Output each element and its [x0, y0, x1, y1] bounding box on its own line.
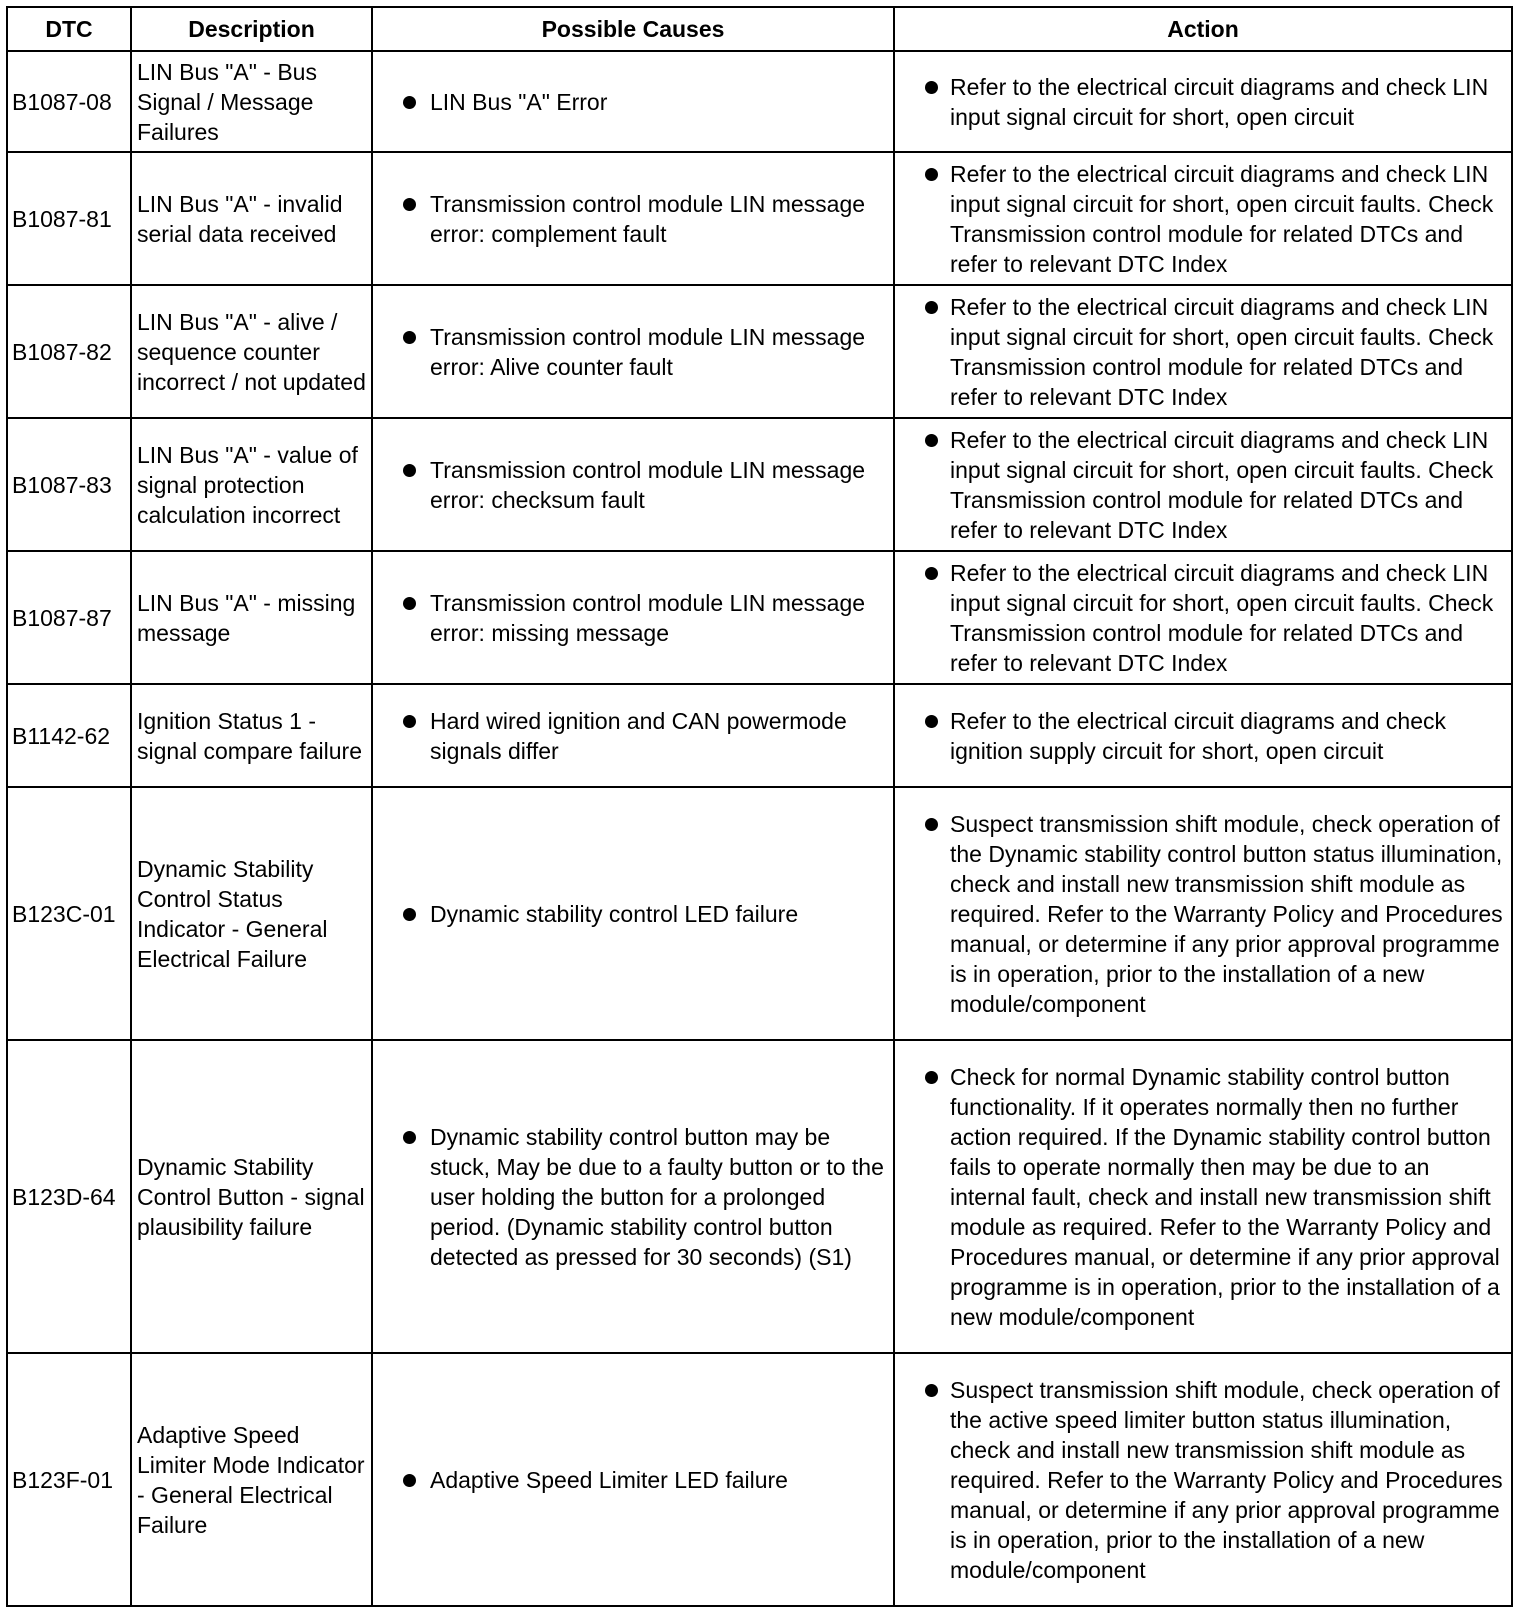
action-item — [900, 706, 1506, 766]
possible-causes — [372, 684, 894, 787]
cause-text: Hard wired ignition and CAN powermode signals differ — [430, 707, 847, 764]
action-text: Refer to the electrical circuit diagrams and check LIN input signal circuit for short, open circuit faults. Check Transmission control module for related DTCs and refer to relevant DTC Index — [950, 559, 1494, 676]
dtc-code: B123F-01 — [7, 1353, 131, 1606]
possible-causes — [372, 1353, 894, 1606]
bullet-icon — [925, 168, 938, 181]
action-text: Check for normal Dynamic stability control button functionality. If it operates normally then no further action required. If the Dynamic stability control button fails to operate normally then may be due to an internal fault, check and install new transmission shift module as required. Refer to the Warranty Policy and Procedures manual, or determine if any prior approval programme is in operation, prior to the installation of a new module/component — [950, 1063, 1500, 1330]
action-text: Refer to the electrical circuit diagrams and check LIN input signal circuit for short, open circuit faults. Check Transmission control module for related DTCs and refer to relevant DTC Index — [950, 426, 1494, 543]
cause-item — [378, 1465, 888, 1495]
action-item — [900, 558, 1506, 678]
bullet-icon — [403, 1474, 416, 1487]
action-text: Refer to the electrical circuit diagrams and check LIN input signal circuit for short, open circuit — [950, 73, 1489, 130]
cause-item — [378, 322, 888, 382]
bullet-icon — [403, 96, 416, 109]
bullet-icon — [403, 198, 416, 211]
action-item — [900, 159, 1506, 279]
action-item — [900, 425, 1506, 545]
possible-causes — [372, 51, 894, 152]
header-description: Description — [131, 7, 372, 51]
bullet-icon — [925, 818, 938, 831]
cause-item — [378, 455, 888, 515]
cause-text: LIN Bus "A" Error — [430, 88, 608, 115]
table-row — [7, 1353, 1512, 1606]
action — [894, 787, 1512, 1040]
header-possible-causes: Possible Causes — [372, 7, 894, 51]
action-item — [900, 809, 1506, 1019]
cause-text: Transmission control module LIN message error: complement fault — [430, 190, 866, 247]
dtc-description: LIN Bus "A" - invalid serial data received — [131, 152, 372, 285]
dtc-code: B1087-82 — [7, 285, 131, 418]
dtc-description: LIN Bus "A" - missing message — [131, 551, 372, 684]
action — [894, 152, 1512, 285]
cause-text: Dynamic stability control button may be stuck, May be due to a faulty button or to the user holding the button for a prolonged period. (Dynamic stability control button detected as pressed for 30 seconds) (S1) — [430, 1123, 884, 1270]
header-action: Action — [894, 7, 1512, 51]
action-text: Suspect transmission shift module, check operation of the Dynamic stability control button status illumination, check and install new transmission shift module as required. Refer to the Warranty Policy and Procedures manual, or determine if any prior approval programme is in operation, prior to the installation of a new module/component — [950, 810, 1503, 1017]
action-item — [900, 1375, 1506, 1585]
cause-item — [378, 189, 888, 249]
cause-text: Dynamic stability control LED failure — [430, 900, 799, 927]
possible-causes — [372, 787, 894, 1040]
dtc-description: Dynamic Stability Control Status Indicator - General Electrical Failure — [131, 787, 372, 1040]
cause-text: Adaptive Speed Limiter LED failure — [430, 1466, 788, 1493]
table-row — [7, 787, 1512, 1040]
possible-causes — [372, 1040, 894, 1353]
cause-item — [378, 87, 888, 117]
action-item — [900, 1062, 1506, 1332]
action — [894, 1353, 1512, 1606]
table-row — [7, 285, 1512, 418]
action-item — [900, 292, 1506, 412]
action-text: Refer to the electrical circuit diagrams and check LIN input signal circuit for short, open circuit faults. Check Transmission control module for related DTCs and refer to relevant DTC Index — [950, 293, 1494, 410]
dtc-code: B123D-64 — [7, 1040, 131, 1353]
cause-item — [378, 706, 888, 766]
cause-text: Transmission control module LIN message error: missing message — [430, 589, 866, 646]
action-item — [900, 72, 1506, 132]
cause-item — [378, 588, 888, 648]
cause-item — [378, 899, 888, 929]
action — [894, 684, 1512, 787]
possible-causes — [372, 418, 894, 551]
bullet-icon — [403, 464, 416, 477]
table-row — [7, 418, 1512, 551]
action — [894, 51, 1512, 152]
action — [894, 418, 1512, 551]
bullet-icon — [925, 301, 938, 314]
possible-causes — [372, 152, 894, 285]
bullet-icon — [925, 715, 938, 728]
bullet-icon — [925, 81, 938, 94]
dtc-description: LIN Bus "A" - Bus Signal / Message Failures — [131, 51, 372, 152]
dtc-description: LIN Bus "A" - value of signal protection calculation incorrect — [131, 418, 372, 551]
cause-text: Transmission control module LIN message error: checksum fault — [430, 456, 866, 513]
bullet-icon — [925, 1071, 938, 1084]
possible-causes — [372, 285, 894, 418]
bullet-icon — [925, 434, 938, 447]
dtc-description: Dynamic Stability Control Button - signal plausibility failure — [131, 1040, 372, 1353]
header-row — [7, 7, 1512, 51]
bullet-icon — [925, 1384, 938, 1397]
table-row — [7, 551, 1512, 684]
action — [894, 1040, 1512, 1353]
action-text: Suspect transmission shift module, check operation of the active speed limiter button status illumination, check and install new transmission shift module as required. Refer to the Warranty Policy and Procedures manual, or determine if any prior approval programme is in operation, prior to the installation of a new module/component — [950, 1376, 1503, 1583]
dtc-code: B1142-62 — [7, 684, 131, 787]
cause-item — [378, 1122, 888, 1272]
bullet-icon — [403, 331, 416, 344]
table-row — [7, 1040, 1512, 1353]
header-dtc: DTC — [7, 7, 131, 51]
possible-causes — [372, 551, 894, 684]
action — [894, 285, 1512, 418]
dtc-description: Adaptive Speed Limiter Mode Indicator - General Electrical Failure — [131, 1353, 372, 1606]
bullet-icon — [925, 567, 938, 580]
dtc-code: B1087-08 — [7, 51, 131, 152]
dtc-code: B1087-83 — [7, 418, 131, 551]
bullet-icon — [403, 597, 416, 610]
bullet-icon — [403, 908, 416, 921]
dtc-description: Ignition Status 1 - signal compare failure — [131, 684, 372, 787]
action — [894, 551, 1512, 684]
cause-text: Transmission control module LIN message error: Alive counter fault — [430, 323, 866, 380]
dtc-code: B1087-87 — [7, 551, 131, 684]
table-row — [7, 684, 1512, 787]
dtc-code: B123C-01 — [7, 787, 131, 1040]
dtc-code: B1087-81 — [7, 152, 131, 285]
bullet-icon — [403, 1131, 416, 1144]
table-row — [7, 51, 1512, 152]
dtc-description: LIN Bus "A" - alive / sequence counter incorrect / not updated — [131, 285, 372, 418]
dtc-table — [6, 6, 1513, 1607]
action-text: Refer to the electrical circuit diagrams and check LIN input signal circuit for short, open circuit faults. Check Transmission control module for related DTCs and refer to relevant DTC Index — [950, 160, 1494, 277]
action-text: Refer to the electrical circuit diagrams and check ignition supply circuit for short, open circuit — [950, 707, 1446, 764]
bullet-icon — [403, 715, 416, 728]
table-row — [7, 152, 1512, 285]
